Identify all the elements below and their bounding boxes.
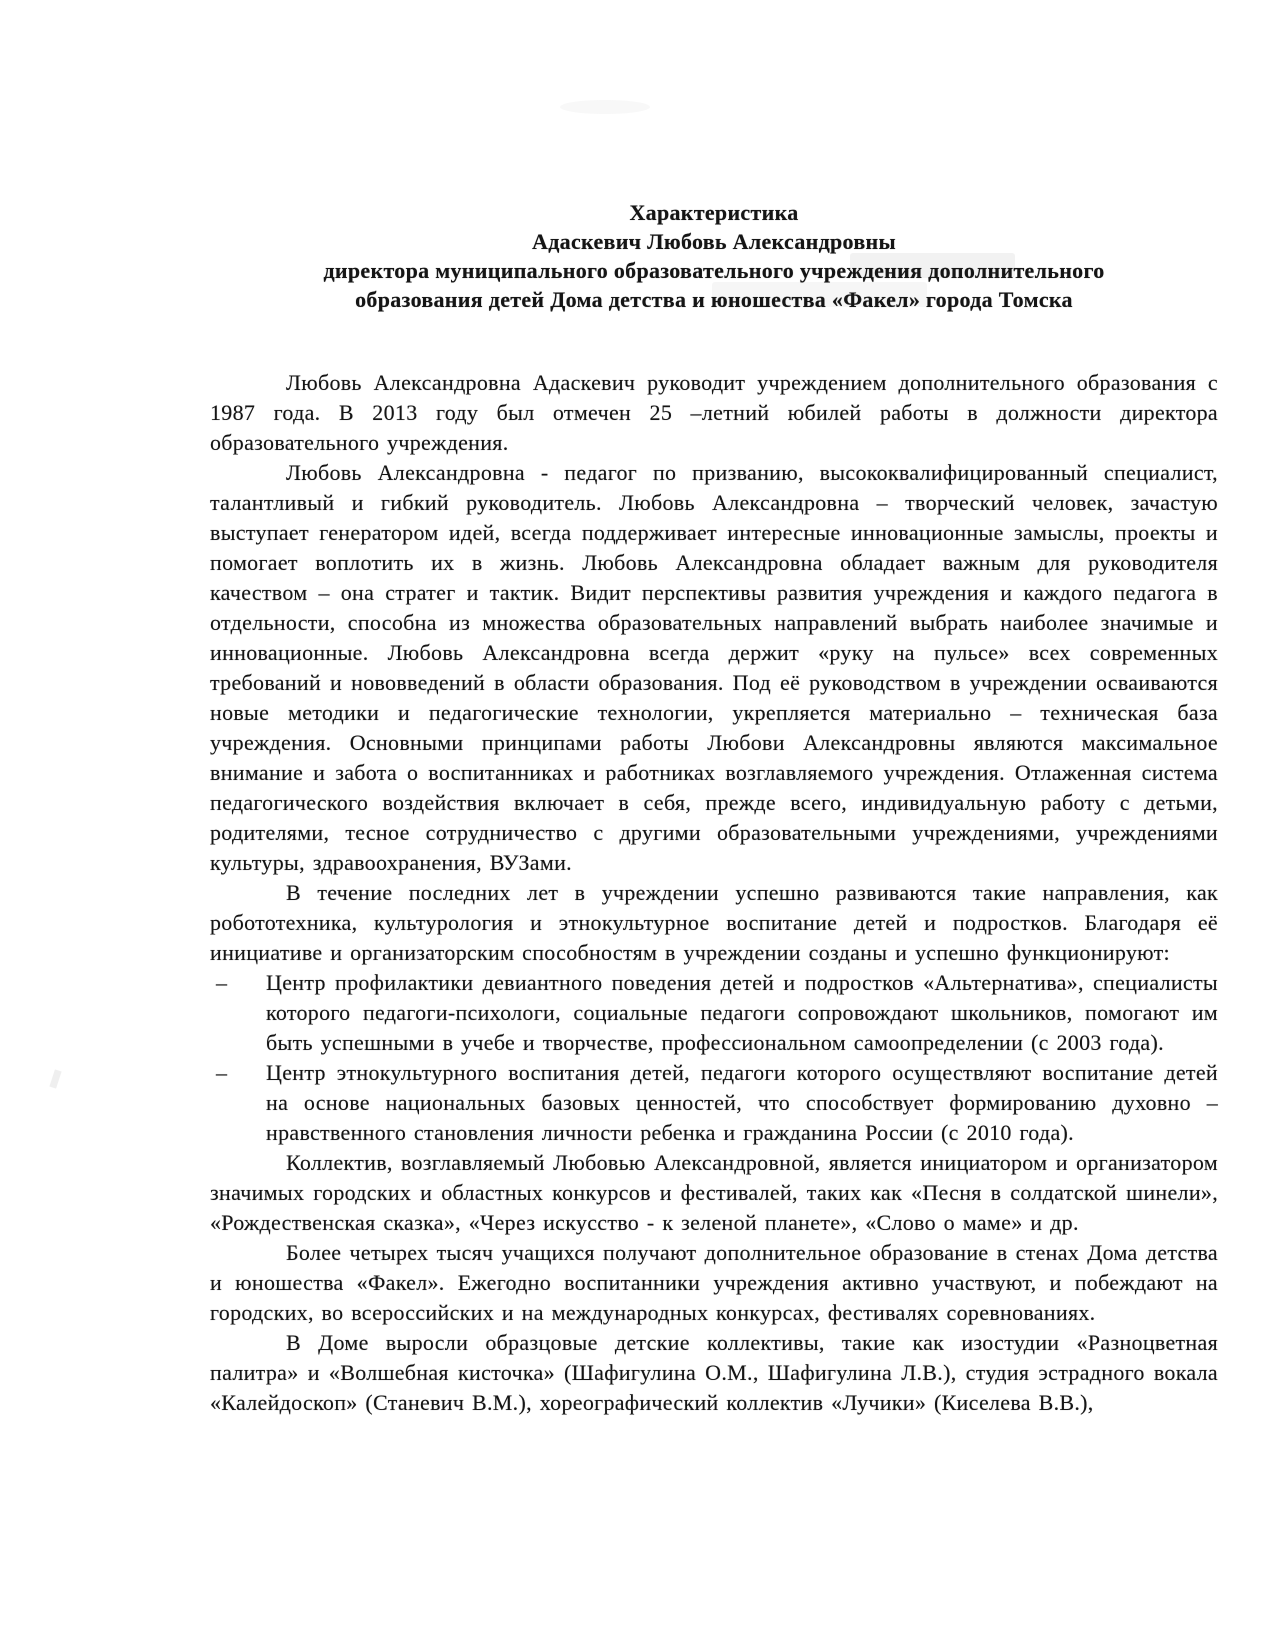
- paragraph: В течение последних лет в учреждении успешно развиваются такие направления, как робототехника, культурология и этнокультурное воспитание детей и подростков. Благодаря её инициативе и организаторским способностям в учреждении созданы и успешно функционируют:: [210, 880, 1218, 965]
- title-line-position-1: директора муниципального образовательного учреждения дополнительного: [323, 258, 1105, 283]
- document-title: [210, 198, 1218, 314]
- title-line-name: Адаскевич Любовь Александровны: [532, 229, 896, 254]
- paragraph: Коллектив, возглавляемый Любовью Александровной, является инициатором и организатором значимых городских и областных конкурсов и фестивалей, таких как «Песня в солдатской шинели», «Рождественская сказка», «Через искусство - к зеленой планете», «Слово о маме» и др.: [210, 1150, 1218, 1235]
- list-item: [210, 968, 1218, 1058]
- paragraph: В Доме выросли образцовые детские коллективы, такие как изостудии «Разноцветная палитра» и «Волшебная кисточка» (Шафигулина О.М., Шафигулина Л.В.), студия эстрадного вокала «Калейдоскоп» (Станевич В.М.), хореографический коллектив «Лучики» (Киселева В.В.),: [210, 1330, 1218, 1415]
- document-body: [210, 368, 1218, 1418]
- list-item-text: Центр этнокультурного воспитания детей, педагоги которого осуществляют воспитание детей на основе национальных базовых ценностей, что способствует формированию духовно – нравственного становления личности ребенка и гражданина России (с 2010 года).: [266, 1060, 1218, 1145]
- scan-smudge: [560, 100, 650, 114]
- scan-smudge: [49, 1069, 61, 1088]
- paragraph: Более четырех тысяч учащихся получают дополнительное образование в стенах Дома детства и юношества «Факел». Ежегодно воспитанники учреждения активно участвуют, и побеждают на городских, во всероссийских и на международных конкурсах, фестивалях соревнованиях.: [210, 1240, 1218, 1325]
- list-item-marker: –: [216, 1060, 228, 1085]
- paragraph: Любовь Александровна - педагог по призванию, высококвалифицированный специалист, талантливый и гибкий руководитель. Любовь Александровна – творческий человек, зачастую выступает генератором идей, всегда поддерживает интересные инновационные замыслы, проекты и помогает воплотить их в жизнь. Любовь Александровна обладает важным для руководителя качеством – она стратег и тактик. Видит перспективы развития учреждения и каждого педагога в отдельности, способна из множества образовательных направлений выбрать наиболее значимые и инновационные. Любовь Александровна всегда держит «руку на пульсе» всех современных требований и нововведений в области образования. Под её руководством в учреждении осваиваются новые методики и педагогические технологии, укрепляется материально – техническая база учреждения. Основными принципами работы Любови Александровны являются максимальное внимание и забота о воспитанниках и работниках возглавляемого учреждения. Отлаженная система педагогического воздействия включает в себя, прежде всего, индивидуальную работу с детьми, родителями, тесное сотрудничество с другими образовательными учреждениями, учреждениями культуры, здравоохранения, ВУЗами.: [210, 460, 1218, 875]
- list-item-text: Центр профилактики девиантного поведения детей и подростков «Альтернатива», специалисты которого педагоги-психологи, социальные педагоги сопровождают школьников, помогают им быть успешными в учебе и творчестве, профессиональном самоопределении (с 2003 года).: [266, 970, 1218, 1055]
- title-line-heading: Характеристика: [629, 200, 799, 225]
- title-line-position-2: образования детей Дома детства и юношества «Факел» города Томска: [355, 287, 1073, 312]
- paragraph: Любовь Александровна Адаскевич руководит учреждением дополнительного образования с 1987 года. В 2013 году был отмечен 25 –летний юбилей работы в должности директора образовательного учреждения.: [210, 370, 1218, 455]
- list-item-marker: –: [216, 970, 228, 995]
- list-item: [210, 1058, 1218, 1148]
